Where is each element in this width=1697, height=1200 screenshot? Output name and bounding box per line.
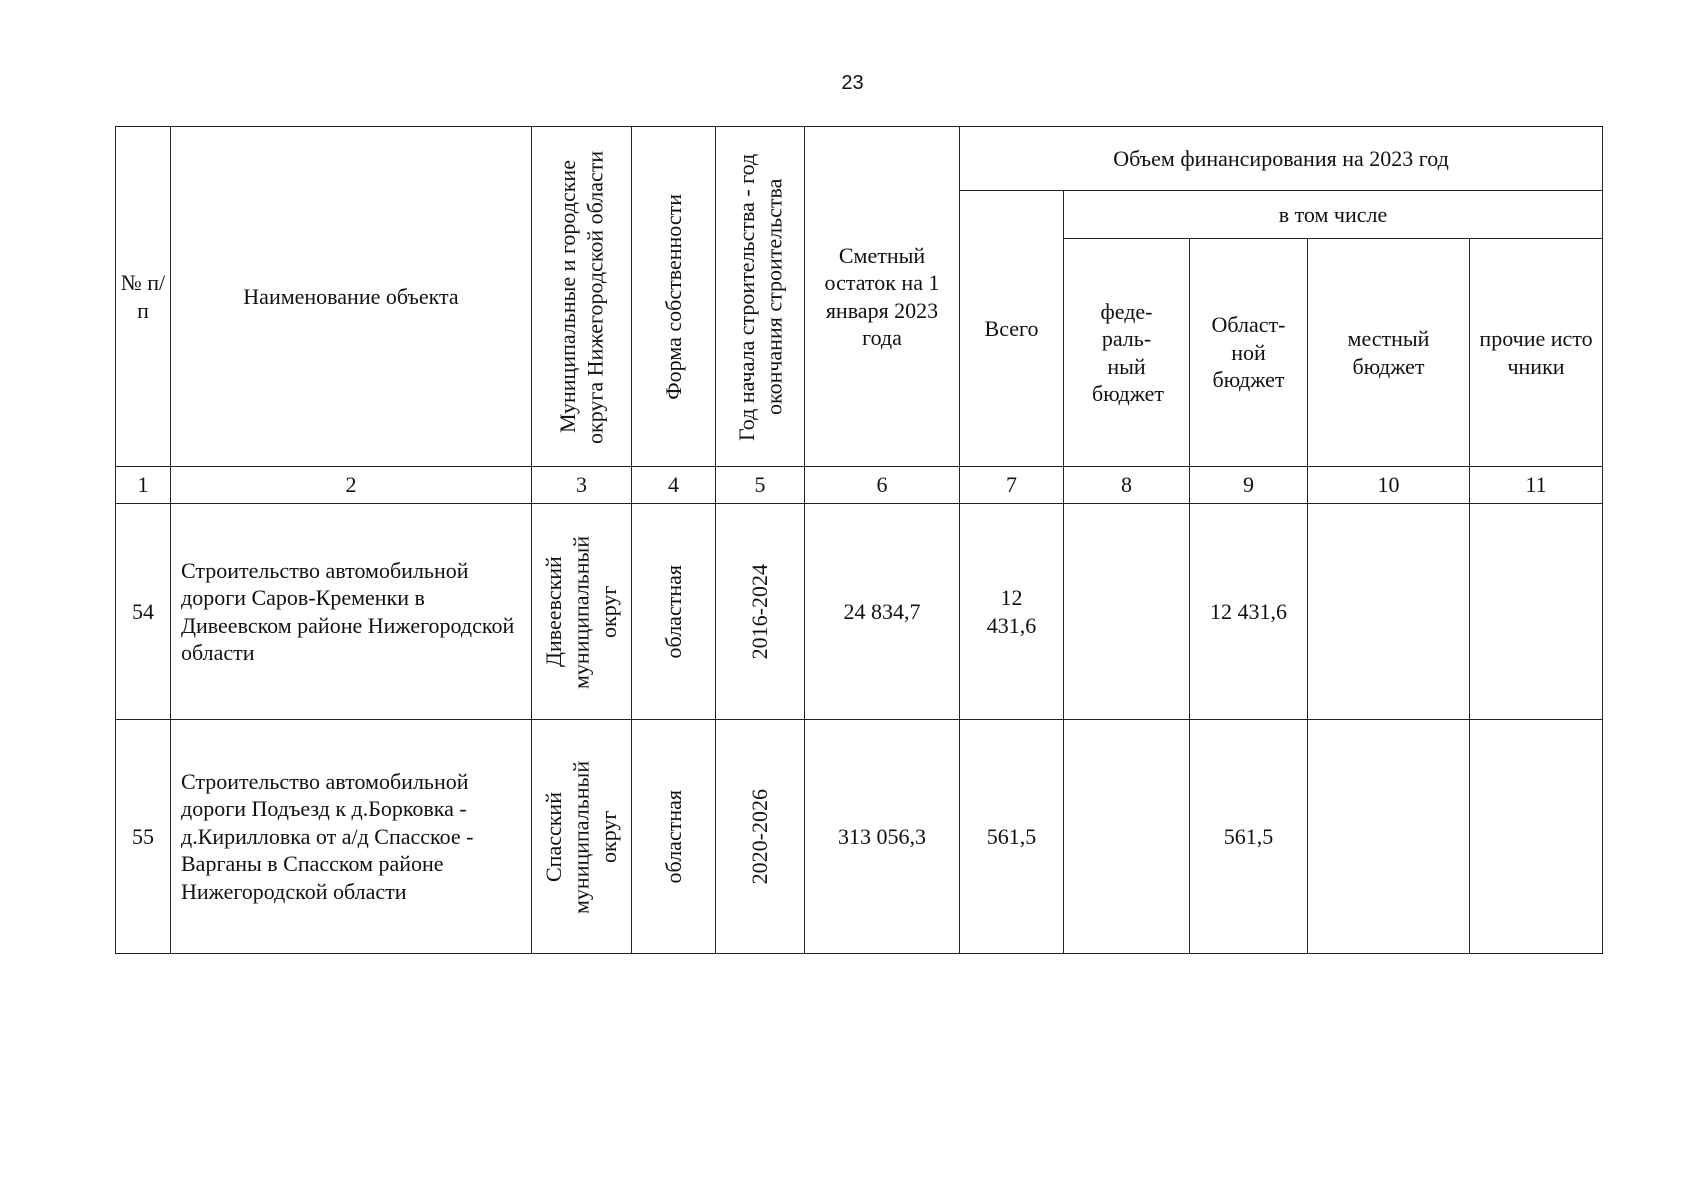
column-number: 8 <box>1064 467 1190 504</box>
column-number: 2 <box>171 467 532 504</box>
table-row <box>116 720 1603 954</box>
header-financing-group: Объем финансирования на 2023 год <box>960 127 1603 191</box>
header-ownership: Форма собственности <box>632 127 716 467</box>
header-other: прочие источники <box>1470 239 1603 467</box>
row-regional: 12 431,6 <box>1190 504 1308 720</box>
row-federal <box>1064 504 1190 720</box>
row-object-name: Строительство автомобильной дороги Саров-Кременки в Дивеевском районе Нижегородской области <box>171 504 532 720</box>
header-local: местный бюджет <box>1308 239 1470 467</box>
row-num: 54 <box>116 504 171 720</box>
header-district: Муниципальные и городские округа Нижегородской области <box>532 127 632 467</box>
header-num: № п/п <box>116 127 171 467</box>
header-total: Всего <box>960 191 1064 467</box>
row-district: Спасский муниципальный округ <box>532 720 632 954</box>
row-total: 561,5 <box>960 720 1064 954</box>
row-num: 55 <box>116 720 171 954</box>
row-ownership: областная <box>632 504 716 720</box>
row-federal <box>1064 720 1190 954</box>
table-row <box>116 504 1603 720</box>
row-balance: 24 834,7 <box>805 504 960 720</box>
row-ownership: областная <box>632 720 716 954</box>
header-regional: Област-ной бюджет <box>1190 239 1308 467</box>
row-regional: 561,5 <box>1190 720 1308 954</box>
financing-table <box>115 126 1603 954</box>
column-number: 10 <box>1308 467 1470 504</box>
header-federal: феде-раль-ный бюджет <box>1064 239 1190 467</box>
header-balance: Сметный остаток на 1 января 2023 года <box>805 127 960 467</box>
row-local <box>1308 720 1470 954</box>
row-balance: 313 056,3 <box>805 720 960 954</box>
header-including-group: в том числе <box>1064 191 1603 239</box>
row-other <box>1470 720 1603 954</box>
header-years: Год начала строительства - год окончания строительства <box>716 127 805 467</box>
column-number: 1 <box>116 467 171 504</box>
column-number: 6 <box>805 467 960 504</box>
header-object-name: Наименование объекта <box>171 127 532 467</box>
row-years: 2016-2024 <box>716 504 805 720</box>
column-number: 4 <box>632 467 716 504</box>
row-local <box>1308 504 1470 720</box>
row-total: 12 431,6 <box>960 504 1064 720</box>
column-number: 3 <box>532 467 632 504</box>
row-years: 2020-2026 <box>716 720 805 954</box>
row-other <box>1470 504 1603 720</box>
column-number: 7 <box>960 467 1064 504</box>
column-number: 9 <box>1190 467 1308 504</box>
column-number: 5 <box>716 467 805 504</box>
row-object-name: Строительство автомобильной дороги Подъезд к д.Борковка - д.Кирилловка от а/д Спасское - Варганы в Спасском районе Нижегородской области <box>171 720 532 954</box>
page-number: 23 <box>841 72 864 94</box>
column-number: 11 <box>1470 467 1603 504</box>
row-district: Дивеевский муниципальный округ <box>532 504 632 720</box>
